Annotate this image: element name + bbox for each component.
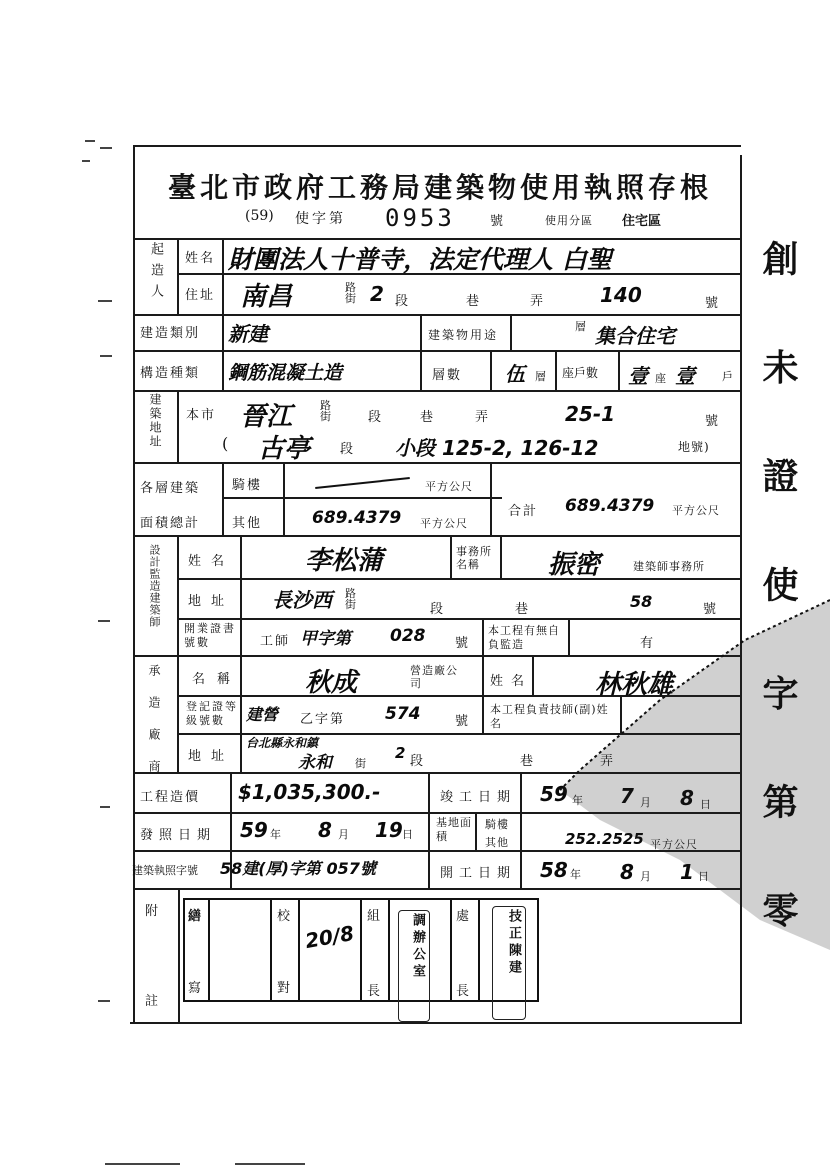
site-sec-unit: 段 [368, 410, 384, 425]
permit-year: (59) [245, 208, 274, 224]
site-area-label: 基地面積 [436, 816, 472, 843]
floors-value: 伍 [505, 362, 525, 386]
remarks-label-top: 附 [145, 904, 161, 919]
end-day-unit: 日 [700, 798, 712, 811]
designer-license-label: 開業證書號數 [184, 622, 236, 649]
cat-label: 建造類別 [140, 326, 201, 341]
cost-label: 工程造價 [140, 790, 201, 805]
contractor-section-label: 承造廠商 [147, 664, 161, 792]
side-text: 創 未 證 使 字 第 零 [757, 240, 798, 958]
designer-license-unit: 號 [455, 636, 471, 651]
end-month: 7 [620, 784, 634, 808]
contractor-addr-city: 台北縣永和鎮 [246, 736, 319, 750]
designer-road-unit: 路街 [345, 587, 357, 611]
cat-value: 新建 [228, 322, 268, 346]
structure-value: 鋼筋混凝土造 [228, 362, 343, 384]
builder-sec-unit: 段 [395, 294, 411, 309]
site-no-unit: 號 [705, 414, 721, 429]
use-value: 集合住宅 [595, 324, 675, 348]
designer-license-no: 028 [390, 626, 426, 646]
site-lot: 小段 125-2, 126-12 [395, 436, 599, 460]
designer-office-label: 事務所名稱 [456, 545, 492, 571]
box1-bottom: 寫 [188, 981, 204, 996]
end-year: 59 [540, 782, 568, 806]
issue-year: 59 [240, 818, 268, 842]
end-year-unit: 年 [572, 794, 584, 807]
units-unit: 戶 [722, 370, 734, 383]
designer-lane-unit: 巷 [515, 602, 531, 617]
contractor-alley-unit: 弄 [600, 754, 616, 769]
form-title: 臺北市政府工務局建築物使用執照存根 [167, 171, 712, 204]
site-section-label: 建築地址 [148, 393, 162, 449]
contractor-person-label: 姓名 [490, 674, 533, 689]
area-row1-unit: 平方公尺 [425, 480, 473, 493]
issue-day: 19 [375, 818, 403, 842]
units-value1: 壹 [628, 364, 648, 388]
designer-name: 李松蒲 [305, 546, 384, 576]
contractor-reg-label: 登記證等級號數 [186, 700, 238, 727]
box3-top: 組 [367, 909, 383, 924]
start-month-unit: 月 [640, 870, 652, 883]
site-alley-unit: 弄 [475, 410, 491, 425]
permit-char: 使字第 [295, 211, 346, 227]
designer-license-prefix: 工師 [260, 634, 291, 649]
site-road: 晉江 [240, 402, 293, 432]
start-label: 開工日期 [440, 866, 517, 881]
cost-value: $1,035,300.- [238, 780, 381, 804]
contractor-addr-road: 永和 [298, 753, 332, 773]
units-seat: 座 [655, 372, 667, 385]
start-day: 1 [680, 860, 694, 884]
builder-name: 財團法人十普寺，法定代理人 白聖 [228, 245, 612, 274]
contractor-name-label: 名稱 [192, 672, 243, 687]
builder-road-unit: 路街 [345, 281, 357, 305]
designer-office-suffix: 建築師事務所 [633, 560, 705, 573]
site-area-row2: 其他 [485, 836, 509, 849]
contractor-road-unit: 街 [355, 757, 367, 770]
contractor-lane-unit: 巷 [520, 754, 536, 769]
area-label2: 面積總計 [140, 516, 201, 531]
start-year-unit: 年 [570, 868, 582, 881]
designer-sec-unit: 段 [430, 602, 446, 617]
builder-section-label: 起造人 [148, 242, 163, 305]
site-no: 25-1 [565, 402, 616, 426]
floors-unit: 層 [535, 370, 547, 383]
designer-no: 58 [630, 592, 653, 611]
contractor-sec-unit: 段 [410, 754, 426, 769]
contractor-reg-unit: 號 [455, 714, 471, 729]
builder-no: 140 [600, 283, 642, 307]
units-value2: 壹 [675, 364, 695, 388]
designer-no-unit: 號 [703, 602, 719, 617]
site-lane-unit: 巷 [420, 410, 436, 425]
designer-license-class: 甲字第 [300, 629, 351, 649]
start-month: 8 [620, 860, 634, 884]
builder-road: 南昌 [240, 282, 293, 312]
contractor-name-type: 營造廠公司 [410, 664, 458, 690]
start-year: 58 [540, 858, 568, 882]
zone-label: 使用分區 [545, 214, 593, 227]
area-other-value: 689.4379 [312, 508, 402, 528]
area-total-label: 合計 [508, 504, 539, 519]
area-other-unit: 平方公尺 [420, 517, 468, 530]
contractor-addr-sec: 2 [395, 744, 406, 762]
designer-name-label: 姓名 [188, 554, 235, 569]
license-value: 58建(厚)字第 057號 [220, 859, 376, 878]
stamp-right: 技正陳建 [492, 906, 526, 1020]
zone-value: 住宅區 [622, 214, 662, 229]
box2-date: 20/8 [303, 920, 356, 954]
site-area-row1: 騎樓 [485, 818, 509, 831]
designer-note-value: 有 [640, 636, 656, 651]
box3-bottom: 長 [367, 984, 383, 999]
builder-no-unit: 號 [705, 296, 721, 311]
builder-name-label: 姓名 [185, 251, 216, 266]
permit-suffix: 號 [490, 214, 504, 229]
use-floor: 層 [575, 320, 587, 333]
designer-road: 長沙西 [272, 588, 332, 612]
issue-day-unit: 日 [402, 828, 414, 841]
use-label: 建築物用途 [428, 328, 499, 342]
remarks-label-bottom: 註 [145, 994, 161, 1009]
contractor-addr-label: 地址 [188, 749, 235, 764]
issue-month-unit: 月 [338, 828, 350, 841]
contractor-reg-class: 乙字第 [300, 712, 346, 727]
box1-top: 繕 [188, 909, 204, 924]
area-total-unit: 平方公尺 [672, 504, 720, 517]
site-area-value: 252.2525 [565, 830, 644, 848]
builder-lane-unit: 巷 [466, 294, 482, 309]
builder-addr-label: 住址 [185, 288, 216, 303]
site-area-unit: 平方公尺 [650, 838, 698, 851]
issue-month: 8 [318, 818, 332, 842]
site-lot-unit: 地號) [678, 440, 710, 454]
site-road-unit: 路街 [320, 399, 332, 423]
contractor-name: 秋成 [305, 668, 358, 698]
box2-bottom: 對 [277, 981, 293, 996]
box4-bottom: 長 [456, 984, 472, 999]
contractor-reg-prefix: 建營 [246, 705, 279, 724]
box2-top: 校 [277, 909, 293, 924]
designer-section-label: 設計監造建築師 [148, 544, 161, 628]
site-district: 古亭 [258, 434, 311, 464]
builder-alley-unit: 弄 [530, 294, 546, 309]
contractor-tech-label: 本工程負責技師(副)姓名 [490, 703, 609, 730]
builder-sec: 2 [370, 282, 384, 306]
area-total-value: 689.4379 [565, 496, 655, 516]
site-paren: ( [222, 434, 231, 453]
issue-label: 發照日期 [140, 828, 217, 843]
end-month-unit: 月 [640, 796, 652, 809]
issue-year-unit: 年 [270, 828, 282, 841]
area-row2: 其他 [232, 516, 263, 531]
structure-label: 構造種類 [140, 366, 201, 381]
area-label1: 各層建築 [140, 481, 201, 496]
site-city: 本市 [186, 408, 217, 423]
floors-label: 層數 [432, 368, 463, 383]
start-day-unit: 日 [698, 870, 710, 883]
stamp-left: 調辦公室 [398, 910, 430, 1022]
end-label: 竣工日期 [440, 790, 517, 805]
permit-number: 0953 [385, 204, 455, 232]
box4-top: 處 [456, 909, 472, 924]
designer-office: 振密 [548, 550, 601, 580]
designer-addr-label: 地址 [188, 594, 235, 609]
site-district-unit: 段 [340, 442, 356, 457]
contractor-reg-no: 574 [385, 704, 421, 724]
units-label: 座戶數 [562, 366, 599, 380]
license-label: 建築執照字號 [132, 864, 198, 877]
contractor-person: 林秋雄 [595, 670, 674, 700]
designer-note-label: 本工程有無自負監造 [488, 624, 560, 651]
area-row1: 騎樓 [232, 478, 263, 493]
end-day: 8 [680, 786, 694, 810]
